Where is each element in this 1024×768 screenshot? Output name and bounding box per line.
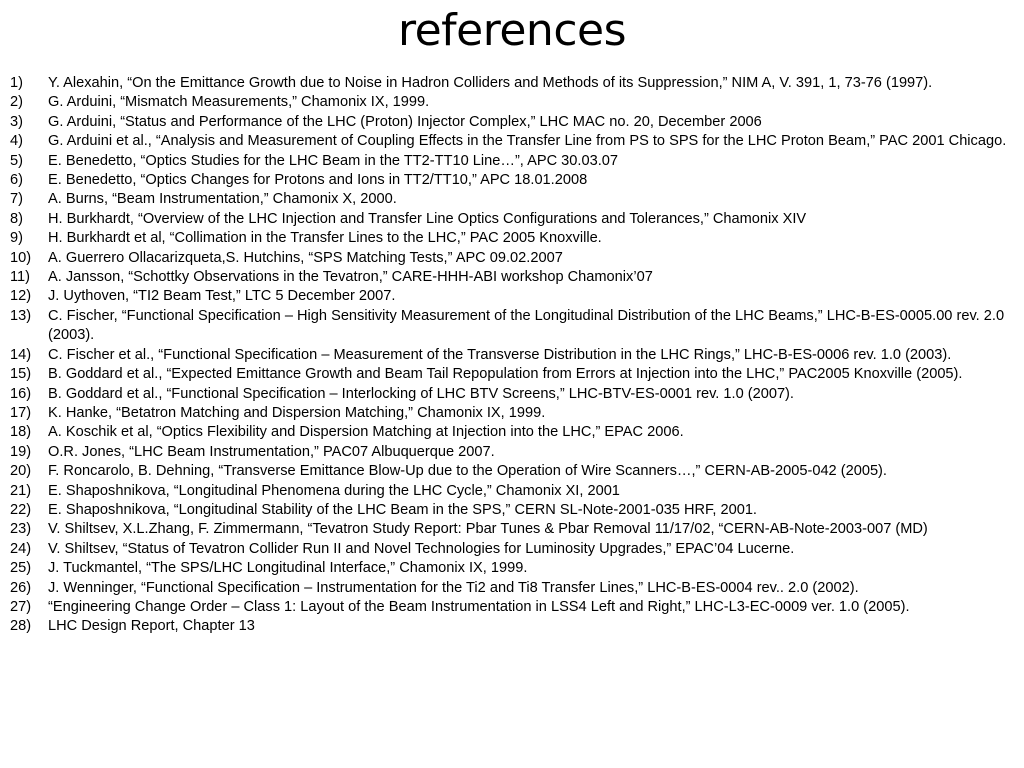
reference-text: G. Arduini, “Status and Performance of the LHC (Proton) Injector Complex,” LHC MAC no. 20, December 2006 <box>48 113 762 130</box>
reference-text: G. Arduini, “Mismatch Measurements,” Chamonix IX, 1999. <box>48 94 430 111</box>
reference-number: 2) <box>10 94 23 111</box>
reference-text: B. Goddard et al., “Functional Specification – Interlocking of LHC BTV Screens,” LHC-BTV-ES-0001 rev. 1.0 (2007). <box>48 385 794 402</box>
reference-number: 25) <box>10 560 32 577</box>
reference-text: A. Koschik et al, “Optics Flexibility and Dispersion Matching at Injection into the LHC,” EPAC 2006. <box>48 424 684 441</box>
reference-number: 4) <box>10 133 23 150</box>
reference-item <box>10 268 1010 287</box>
reference-item <box>10 171 1010 190</box>
reference-item <box>10 74 1010 93</box>
reference-text: A. Guerrero Ollacarizqueta,S. Hutchins, “SPS Matching Tests,” APC 09.02.2007 <box>48 249 563 266</box>
reference-number: 7) <box>10 191 23 208</box>
reference-number: 16) <box>10 385 32 402</box>
reference-item <box>10 501 1010 520</box>
reference-number: 12) <box>10 288 32 305</box>
reference-text: O.R. Jones, “LHC Beam Instrumentation,” PAC07 Albuquerque 2007. <box>48 443 495 460</box>
reference-text: K. Hanke, “Betatron Matching and Dispersion Matching,” Chamonix IX, 1999. <box>48 404 546 421</box>
reference-number: 15) <box>10 366 32 383</box>
reference-item <box>10 229 1010 248</box>
reference-text: V. Shiltsev, “Status of Tevatron Collider Run II and Novel Technologies for Luminosity Upgrades,” EPAC’04 Lucerne. <box>48 540 795 557</box>
reference-item <box>10 93 1010 112</box>
reference-text: B. Goddard et al., “Expected Emittance Growth and Beam Tail Repopulation from Errors at Injection into the LHC,” PAC2005 Knoxville (2005). <box>48 366 963 383</box>
reference-item <box>10 113 1010 132</box>
reference-item <box>10 598 1010 617</box>
reference-number: 9) <box>10 230 23 247</box>
reference-number: 11) <box>10 269 31 286</box>
reference-number: 8) <box>10 210 23 227</box>
reference-text: E. Shaposhnikova, “Longitudinal Phenomena during the LHC Cycle,” Chamonix XI, 2001 <box>48 482 620 499</box>
reference-text: Y. Alexahin, “On the Emittance Growth due to Noise in Hadron Colliders and Methods of its Suppression,” NIM A, V. 391, 1, 73-76 (1997). <box>48 75 933 91</box>
reference-number: 6) <box>10 172 23 189</box>
reference-text: A. Jansson, “Schottky Observations in the Tevatron,” CARE-HHH-ABI workshop Chamonix’07 <box>48 269 653 286</box>
reference-item <box>10 443 1010 462</box>
reference-text: F. Roncarolo, B. Dehning, “Transverse Emittance Blow-Up due to the Operation of Wire Scanners…,” CERN-AB-2005-042 (2005). <box>48 463 887 480</box>
reference-item <box>10 190 1010 209</box>
reference-item <box>10 152 1010 171</box>
reference-item <box>10 307 1010 346</box>
reference-number: 20) <box>10 463 32 480</box>
reference-item <box>10 617 1010 636</box>
reference-number: 3) <box>10 113 23 130</box>
reference-number: 17) <box>10 404 32 421</box>
reference-item <box>10 132 1010 151</box>
reference-item <box>10 482 1010 501</box>
reference-text: E. Benedetto, “Optics Studies for the LHC Beam in the TT2-TT10 Line…”, APC 30.03.07 <box>48 152 618 169</box>
reference-number: 1) <box>10 75 23 91</box>
reference-text: E. Shaposhnikova, “Longitudinal Stability of the LHC Beam in the SPS,” CERN SL-Note-2001-035 HRF, 2001. <box>48 501 757 518</box>
reference-number: 28) <box>10 618 32 635</box>
reference-text: “Engineering Change Order – Class 1: Layout of the Beam Instrumentation in LSS4 Left and Right,” LHC-L3-EC-0009 ver. 1.0 (2005). <box>48 598 910 615</box>
reference-number: 23) <box>10 521 32 538</box>
reference-number: 18) <box>10 424 32 441</box>
reference-text: H. Burkhardt et al, “Collimation in the Transfer Lines to the LHC,” PAC 2005 Knoxville. <box>48 230 602 247</box>
reference-number: 10) <box>10 249 32 266</box>
reference-item <box>10 520 1010 539</box>
reference-number: 21) <box>10 482 32 499</box>
reference-number: 26) <box>10 579 32 596</box>
reference-text: LHC Design Report, Chapter 13 <box>48 618 255 635</box>
reference-number: 27) <box>10 598 32 615</box>
reference-item <box>10 346 1010 365</box>
reference-text: E. Benedetto, “Optics Changes for Protons and Ions in TT2/TT10,” APC 18.01.2008 <box>48 172 588 189</box>
reference-item <box>10 559 1010 578</box>
slide-title: references <box>397 5 627 56</box>
reference-number: 5) <box>10 152 23 169</box>
reference-item <box>10 249 1010 268</box>
reference-number: 19) <box>10 443 32 460</box>
reference-number: 24) <box>10 540 32 557</box>
reference-text: J. Wenninger, “Functional Specification – Instrumentation for the Ti2 and Ti8 Transfer Lines,” LHC-B-ES-0004 rev.. 2.0 (2002). <box>48 579 859 596</box>
reference-text: G. Arduini et al., “Analysis and Measurement of Coupling Effects in the Transfer Line from PS to SPS for the LHC Proton Beam,” PAC 2001 Chicago. <box>48 133 1007 150</box>
reference-item <box>10 210 1010 229</box>
reference-item <box>10 385 1010 404</box>
reference-item <box>10 462 1010 481</box>
reference-text: J. Tuckmantel, “The SPS/LHC Longitudinal Interface,” Chamonix IX, 1999. <box>48 560 528 577</box>
reference-item <box>10 579 1010 598</box>
reference-number: 22) <box>10 501 32 518</box>
reference-text: V. Shiltsev, X.L.Zhang, F. Zimmermann, “Tevatron Study Report: Pbar Tunes & Pbar Removal 11/17/02, “CERN-AB-Note-2003-007 (MD) <box>48 521 928 538</box>
reference-item <box>10 423 1010 442</box>
reference-item <box>10 365 1010 384</box>
reference-text: H. Burkhardt, “Overview of the LHC Injection and Transfer Line Optics Configurations and Tolerances,” Chamonix XIV <box>48 210 807 227</box>
reference-item <box>10 404 1010 423</box>
reference-item <box>10 287 1010 306</box>
reference-text: C. Fischer, “Functional Specification – High Sensitivity Measurement of the Longitudinal Distribution of the LHC Beams,” LHC-B-ES-0005.00 rev. 2.0 (2003). <box>48 307 1005 344</box>
reference-text: C. Fischer et al., “Functional Specification – Measurement of the Transverse Distribution in the LHC Rings,” LHC-B-ES-0006 rev. 1.0 (2003). <box>48 346 952 363</box>
reference-text: J. Uythoven, “TI2 Beam Test,” LTC 5 December 2007. <box>48 288 396 305</box>
reference-text: A. Burns, “Beam Instrumentation,” Chamonix X, 2000. <box>48 191 397 208</box>
reference-list <box>10 74 1010 637</box>
reference-item <box>10 540 1010 559</box>
reference-number: 14) <box>10 346 32 363</box>
reference-number: 13) <box>10 307 32 324</box>
